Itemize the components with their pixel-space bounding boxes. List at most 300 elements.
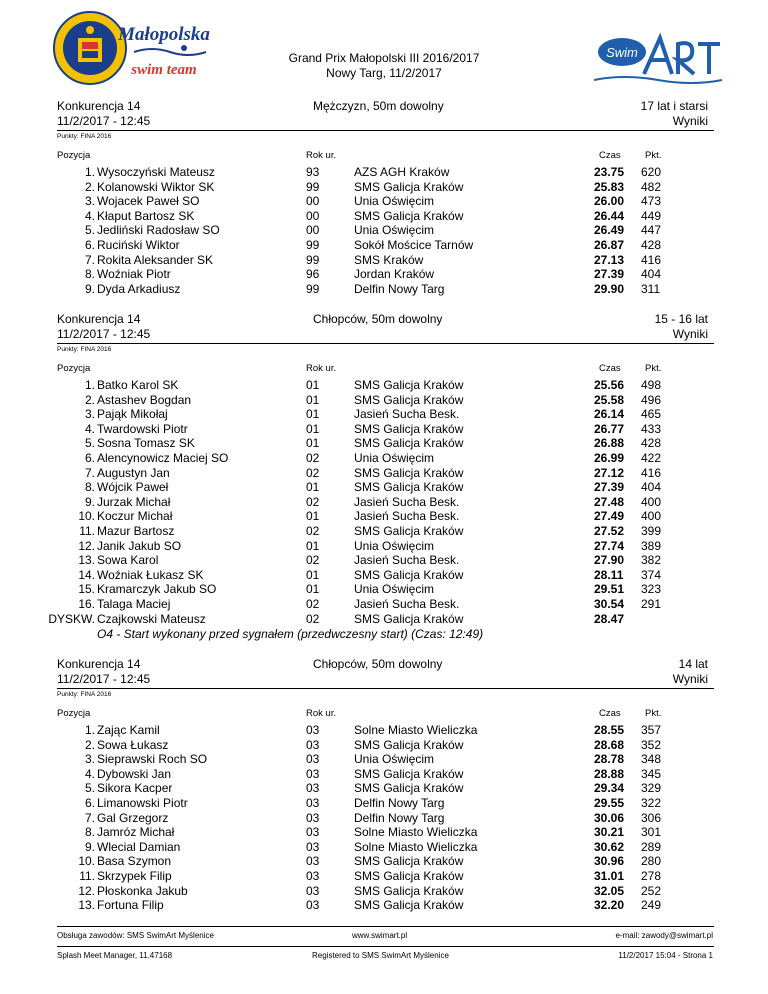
row-points: 311 [641,281,661,296]
row-points: 374 [641,567,662,582]
row-birth-year: 01 [306,436,320,451]
row-points: 345 [641,766,662,781]
row-time: 26.49 [594,223,625,238]
table-row [0,781,768,796]
row-swimmer-name: Pająk Mikołaj [97,407,168,422]
table-row [0,524,768,539]
row-club: SMS Galicja Kraków [354,523,464,538]
row-points: 301 [641,825,662,840]
row-time: 27.52 [594,523,625,538]
row-swimmer-name: Sowa Karol [97,553,159,568]
row-position: 3. [84,752,95,767]
row-position: 4. [84,208,95,223]
row-swimmer-name: Dyda Arkadiusz [97,281,181,296]
table-row [0,898,768,913]
row-time: 25.56 [594,378,625,392]
table-row [0,436,768,451]
table-row [0,209,768,224]
row-club: SMS Galicja Kraków [354,378,464,392]
row-points: 400 [641,509,662,524]
table-row [0,612,768,627]
row-swimmer-name: Janik Jakub SO [97,538,182,553]
row-points: 306 [641,810,662,825]
row-points: 329 [641,781,662,796]
row-time: 28.11 [594,567,624,582]
row-points: 291 [641,596,662,611]
row-swimmer-name: Woźniak Piotr [97,267,171,282]
event-results-label: Wyniki [672,672,708,686]
row-club: SMS Galicja Kraków [354,737,464,752]
table-row [0,466,768,481]
row-swimmer-name: Rokita Aleksander SK [97,252,214,267]
row-time: 29.34 [594,781,625,796]
row-club: Jasień Sucha Besk. [354,494,460,509]
row-points: 389 [641,538,662,553]
table-row [0,825,768,840]
row-swimmer-name: Sikora Kacper [97,781,173,796]
row-birth-year: 99 [306,179,320,194]
table-row [0,752,768,767]
row-position: 3. [84,194,95,209]
table-row [0,509,768,524]
row-time: 31.01 [594,868,625,883]
row-points: 280 [641,854,662,869]
row-time: 30.21 [594,825,625,840]
row-position: 12. [78,883,95,898]
row-birth-year: 01 [306,509,320,524]
row-swimmer-name: Talaga Maciej [97,596,171,611]
event-age-group: 15 - 16 lat [654,312,708,326]
row-birth-year: 02 [306,465,320,480]
table-row [0,223,768,238]
col-points: Pkt. [645,363,662,374]
event-rule [57,130,714,131]
row-position: 6. [84,795,95,810]
row-time: 26.87 [594,237,625,252]
row-club: Jasień Sucha Besk. [354,509,460,524]
points-system: Punkty: FINA 2016 [57,346,112,353]
row-position: 2. [84,737,95,752]
row-club: SMS Galicja Kraków [354,781,464,796]
row-birth-year: 01 [306,421,320,436]
row-position: 1. [84,378,95,392]
row-birth-year: 03 [306,781,320,796]
row-position: 16. [78,596,95,611]
table-row [0,165,768,180]
table-row [0,393,768,408]
row-swimmer-name: Twardowski Piotr [97,421,188,436]
row-swimmer-name: Ruciński Wiktor [97,237,180,252]
col-year: Rok ur. [306,150,337,161]
footer-service: Obsługa zawodów: SMS SwimArt Myślenice [57,931,214,940]
row-swimmer-name: Basa Szymon [97,854,172,869]
row-club: SMS Galicja Kraków [354,392,464,407]
row-position: 8. [84,267,95,282]
disqualification-note: O4 - Start wykonany przed sygnałem (przedwczesny start) (Czas: 12:49) [97,627,484,642]
row-position: 13. [78,553,95,568]
row-points: 289 [641,839,662,854]
row-position: 15. [78,582,95,597]
row-club: SMS Galicja Kraków [354,898,464,913]
row-position: 5. [84,781,95,796]
row-birth-year: 00 [306,223,320,238]
row-club: Jasień Sucha Besk. [354,596,460,611]
row-swimmer-name: Jurzak Michał [97,494,171,509]
row-birth-year: 03 [306,868,320,883]
row-position: 5. [84,223,95,238]
row-birth-year: 03 [306,795,320,810]
row-birth-year: 01 [306,582,320,597]
table-row [0,480,768,495]
row-time: 27.12 [594,465,625,480]
table-row [0,553,768,568]
table-row [0,422,768,437]
event-datetime: 11/2/2017 - 12:45 [57,114,151,128]
row-time: 32.20 [594,898,625,913]
table-row [0,723,768,738]
col-time: Czas [599,708,621,719]
table-row [0,854,768,869]
row-swimmer-name: Kramarczyk Jakub SO [97,582,217,597]
row-position: 1. [84,723,95,737]
row-swimmer-name: Wojacek Paweł SO [97,194,200,209]
row-club: Solne Miasto Wieliczka [354,723,478,737]
row-swimmer-name: Koczur Michał [97,509,173,524]
table-row [0,597,768,612]
row-birth-year: 03 [306,766,320,781]
row-points: 357 [641,723,662,737]
row-position: 10. [78,509,95,524]
row-swimmer-name: Kłaput Bartosz SK [97,208,195,223]
table-row [0,238,768,253]
table-row [0,568,768,583]
row-points: 382 [641,553,662,568]
row-time: 25.83 [594,179,625,194]
row-birth-year: 02 [306,494,320,509]
row-club: SMS Galicja Kraków [354,883,464,898]
table-row [0,796,768,811]
col-time: Czas [599,150,621,161]
row-birth-year: 03 [306,898,320,913]
row-birth-year: 03 [306,825,320,840]
row-time: 28.68 [594,737,625,752]
table-row [0,884,768,899]
row-time: 30.62 [594,839,625,854]
row-position: 4. [84,421,95,436]
points-system: Punkty: FINA 2016 [57,691,112,698]
row-birth-year: 03 [306,723,320,737]
event-number: Konkurencja 14 [57,312,141,326]
row-swimmer-name: Mazur Bartosz [97,523,175,538]
event-header [0,99,768,143]
row-time: 27.13 [594,252,625,267]
row-birth-year: 03 [306,810,320,825]
row-points: 323 [641,582,662,597]
col-points: Pkt. [645,708,662,719]
row-position: 6. [84,450,95,465]
col-position: Pozycja [57,708,91,719]
row-time: 30.54 [594,596,625,611]
row-swimmer-name: Wysoczyński Mateusz [97,165,215,179]
svg-text:Małopolska: Małopolska [118,24,210,45]
row-points: 498 [641,378,662,392]
row-swimmer-name: Sieprawski Roch SO [97,752,208,767]
row-time: 26.77 [594,421,625,436]
meet-title: Grand Prix Małopolski III 2016/2017 [288,51,480,65]
row-birth-year: 02 [306,523,320,538]
row-time: 32.05 [594,883,625,898]
event-rule [57,688,714,689]
row-club: Unia Oświęcim [354,450,435,465]
row-birth-year: 02 [306,553,320,568]
row-birth-year: 02 [306,596,320,611]
event-number: Konkurencja 14 [57,99,141,113]
row-swimmer-name: Wlecial Damian [97,839,181,854]
row-club: SMS Galicja Kraków [354,766,464,781]
table-row [0,767,768,782]
row-position: 8. [84,825,95,840]
table-row [0,180,768,195]
table-row [0,194,768,209]
event-results-label: Wyniki [672,327,708,341]
row-points: 416 [641,252,662,267]
row-birth-year: 99 [306,252,320,267]
row-club: SMS Kraków [354,252,424,267]
event-title: Chłopców, 50m dowolny [313,657,443,671]
row-birth-year: 00 [306,194,320,209]
table-row [0,378,768,393]
table-row [0,495,768,510]
row-points: 473 [641,194,662,209]
row-position: 13. [78,898,95,913]
points-system: Punkty: FINA 2016 [57,133,112,140]
row-club: SMS Galicja Kraków [354,179,464,194]
row-birth-year: 00 [306,208,320,223]
row-time: 26.44 [594,208,625,223]
row-swimmer-name: Limanowski Piotr [97,795,188,810]
row-position: 7. [84,252,95,267]
row-position: 9. [84,281,95,296]
table-row [0,738,768,753]
row-birth-year: 01 [306,567,320,582]
row-swimmer-name: Sosna Tomasz SK [97,436,195,451]
row-swimmer-name: Dybowski Jan [97,766,172,781]
table-row [0,282,768,297]
row-time: 28.78 [594,752,625,767]
row-time: 30.06 [594,810,625,825]
row-position: 7. [84,465,95,480]
row-time: 29.55 [594,795,625,810]
row-points: 620 [641,165,662,179]
table-row [0,267,768,282]
row-birth-year: 01 [306,392,320,407]
row-club: Unia Oświęcim [354,194,435,209]
row-swimmer-name: Wójcik Paweł [97,480,169,495]
svg-text:swim team: swim team [131,62,197,78]
row-time: 23.75 [594,165,625,179]
row-time: 26.99 [594,450,625,465]
row-points: 422 [641,450,662,465]
table-row [0,539,768,554]
table-row [0,811,768,826]
row-position: 2. [84,392,95,407]
row-club: SMS Galicja Kraków [354,208,464,223]
row-birth-year: 96 [306,267,320,282]
row-time: 28.88 [594,766,625,781]
event-rule [57,343,714,344]
row-points: 352 [641,737,662,752]
row-points: 496 [641,392,662,407]
row-birth-year: 03 [306,839,320,854]
row-birth-year: 01 [306,480,320,495]
col-year: Rok ur. [306,363,337,374]
row-swimmer-name: Woźniak Łukasz SK [97,567,204,582]
row-club: Unia Oświęcim [354,752,435,767]
row-club: SMS Galicja Kraków [354,611,464,626]
row-swimmer-name: Alencynowicz Maciej SO [97,450,229,465]
event-results-label: Wyniki [672,114,708,128]
row-swimmer-name: Jamróz Michał [97,825,175,840]
results-table [0,723,768,913]
row-swimmer-name: Augustyn Jan [97,465,170,480]
row-points: 428 [641,436,662,451]
col-time: Czas [599,363,621,374]
row-time: 27.39 [594,267,625,282]
row-birth-year: 03 [306,854,320,869]
footer-software: Splash Meet Manager, 11.47168 [57,951,173,960]
row-time: 26.88 [594,436,625,451]
row-time: 25.58 [594,392,625,407]
event-age-group: 17 lat i starsi [640,99,708,113]
row-club: SMS Galicja Kraków [354,480,464,495]
row-birth-year: 01 [306,538,320,553]
row-points: 428 [641,237,662,252]
row-time: 29.51 [594,582,625,597]
row-points: 322 [641,795,662,810]
row-club: Unia Oświęcim [354,582,435,597]
row-time: 26.14 [594,407,625,422]
row-birth-year: 03 [306,737,320,752]
row-position: 4. [84,766,95,781]
row-swimmer-name: Sowa Łukasz [97,737,169,752]
row-swimmer-name: Jedliński Radosław SO [97,223,220,238]
row-club: SMS Galicja Kraków [354,868,464,883]
row-time: 27.48 [594,494,625,509]
table-row [0,253,768,268]
row-swimmer-name: Płoskonka Jakub [97,883,188,898]
row-time: 27.74 [594,538,625,553]
row-club: Jordan Kraków [354,267,435,282]
row-position: 8. [84,480,95,495]
row-club: SMS Galicja Kraków [354,854,464,869]
row-points: 449 [641,208,662,223]
row-position: 5. [84,436,95,451]
row-time: 28.47 [594,611,625,626]
row-club: SMS Galicja Kraków [354,436,464,451]
row-club: Delfin Nowy Targ [354,795,445,810]
row-time: 27.49 [594,509,625,524]
footer-printed: 11/2/2017 15:04 - Strona 1 [618,951,713,960]
event-header [0,312,768,356]
row-birth-year: 01 [306,407,320,422]
row-position: 9. [84,839,95,854]
row-points: 400 [641,494,662,509]
row-time: 27.39 [594,480,625,495]
row-position: 1. [84,165,95,179]
event-age-group: 14 lat [678,657,708,671]
row-club: Jasień Sucha Besk. [354,553,460,568]
row-swimmer-name: Astashev Bogdan [97,392,192,407]
row-position: 2. [84,179,95,194]
row-points: 433 [641,421,662,436]
footer-website: www.swimart.pl [352,931,408,940]
table-row [0,407,768,422]
row-points: 465 [641,407,662,422]
row-points: 404 [641,267,662,282]
row-points: 482 [641,179,662,194]
row-points: 252 [641,883,662,898]
row-club: Sokół Mościce Tarnów [354,237,474,252]
row-points: 404 [641,480,662,495]
row-swimmer-name: Kolanowski Wiktor SK [97,179,215,194]
row-points: 348 [641,752,662,767]
row-club: Delfin Nowy Targ [354,810,445,825]
row-club: Unia Oświęcim [354,538,435,553]
meet-location-date: Nowy Targ, 11/2/2017 [326,66,442,80]
footer-rule [57,926,714,927]
event-header [0,657,768,701]
row-time: 27.90 [594,553,625,568]
table-row [0,582,768,597]
row-position: 12. [78,538,95,553]
row-birth-year: 02 [306,450,320,465]
table-row [0,840,768,855]
row-birth-year: 03 [306,752,320,767]
row-time: 26.00 [594,194,625,209]
row-swimmer-name: Gal Grzegorz [97,810,169,825]
event-title: Chłopców, 50m dowolny [313,312,443,326]
row-time: 28.55 [594,723,625,737]
event-title: Mężczyzn, 50m dowolny [313,99,444,113]
row-swimmer-name: Zając Kamil [97,723,160,737]
row-club: Unia Oświęcim [354,223,435,238]
row-time: 30.96 [594,854,625,869]
row-points: 447 [641,223,662,238]
row-points: 249 [641,898,662,913]
row-birth-year: 03 [306,883,320,898]
row-club: SMS Galicja Kraków [354,567,464,582]
results-table [0,378,768,626]
row-swimmer-name: Fortuna Filip [97,898,164,913]
event-datetime: 11/2/2017 - 12:45 [57,672,151,686]
row-position: 14. [78,567,95,582]
event-number: Konkurencja 14 [57,657,141,671]
table-row [0,451,768,466]
col-position: Pozycja [57,363,91,374]
row-birth-year: 99 [306,281,320,296]
footer-registered: Registered to SMS SwimArt Myślenice [312,951,449,960]
svg-text:Swim: Swim [606,45,638,60]
row-club: SMS Galicja Kraków [354,465,464,480]
row-club: Delfin Nowy Targ [354,281,445,296]
table-row [0,869,768,884]
row-swimmer-name: Czajkowski Mateusz [97,611,206,626]
footer-email: e-mail: zawody@swimart.pl [615,931,713,940]
row-club: AZS AGH Kraków [354,165,450,179]
results-table [0,165,768,296]
col-year: Rok ur. [306,708,337,719]
row-birth-year: 99 [306,237,320,252]
